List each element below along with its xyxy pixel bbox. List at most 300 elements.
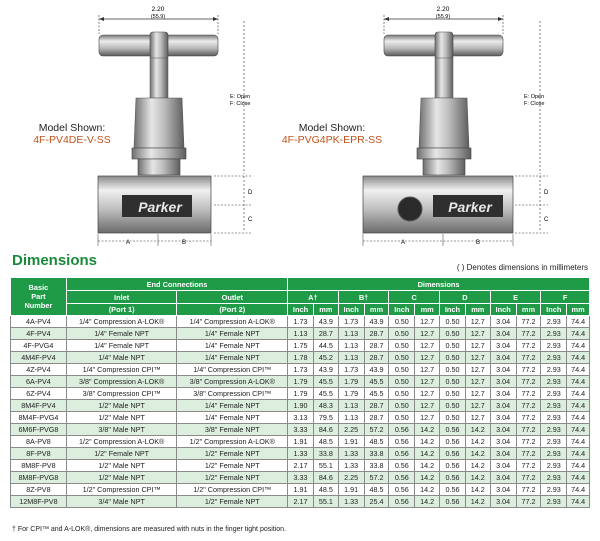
- table-row: [11, 340, 590, 352]
- cell-e-mm: 77.2: [516, 460, 541, 472]
- cell-inlet: 1/4" Female NPT: [66, 340, 177, 352]
- cell-c-mm: 14.2: [415, 448, 440, 460]
- header-c: C: [389, 291, 440, 304]
- table-row: [11, 436, 590, 448]
- cell-f-inch: 2.93: [541, 412, 567, 424]
- cell-c-inch: 0.56: [389, 472, 415, 484]
- cell-c-mm: 12.7: [415, 340, 440, 352]
- cell-outlet: 3/8" Female NPT: [177, 424, 288, 436]
- cell-outlet: 1/4" Compression CPI™: [177, 364, 288, 376]
- cell-f-mm: 74.4: [567, 448, 590, 460]
- cell-a-mm: 79.5: [313, 412, 338, 424]
- dimensions-table-body: [11, 316, 590, 508]
- cell-d-mm: 14.2: [465, 436, 490, 448]
- cell-f-inch: 2.93: [541, 448, 567, 460]
- cell-e-inch: 3.04: [490, 484, 516, 496]
- right-top-dim-inch: 2.20: [436, 6, 450, 13]
- cell-b-inch: 2.25: [338, 472, 364, 484]
- right-close-label: F: Close: [524, 101, 545, 107]
- cell-part-number: 4M4F-PV4: [11, 352, 67, 364]
- cell-a-mm: 55.1: [313, 460, 338, 472]
- cell-d-mm: 14.2: [465, 424, 490, 436]
- cell-b-mm: 33.8: [364, 460, 389, 472]
- cell-d-mm: 14.2: [465, 448, 490, 460]
- left-open-label: E: Open: [230, 94, 251, 100]
- cell-a-inch: 1.13: [288, 328, 314, 340]
- cell-c-inch: 0.50: [389, 352, 415, 364]
- cell-e-inch: 3.04: [490, 424, 516, 436]
- cell-part-number: 6M6F-PVG8: [11, 424, 67, 436]
- cell-e-mm: 77.2: [516, 400, 541, 412]
- right-model-caption: [262, 122, 402, 146]
- table-row: [11, 364, 590, 376]
- cell-b-mm: 28.7: [364, 400, 389, 412]
- header-outlet: Outlet: [177, 291, 288, 304]
- header-a: A†: [288, 291, 339, 304]
- cell-inlet: 3/4" Male NPT: [66, 496, 177, 508]
- table-row: [11, 424, 590, 436]
- cell-a-mm: 48.5: [313, 436, 338, 448]
- svg-text:B: B: [476, 240, 481, 246]
- cell-c-inch: 0.56: [389, 460, 415, 472]
- header-unit-mm: mm: [465, 304, 490, 316]
- cell-e-inch: 3.04: [490, 352, 516, 364]
- cell-d-inch: 0.56: [440, 448, 466, 460]
- cell-f-mm: 74.4: [567, 424, 590, 436]
- cell-outlet: 3/8" Compression A-LOK®: [177, 376, 288, 388]
- cell-c-mm: 12.7: [415, 352, 440, 364]
- cell-a-inch: 3.33: [288, 424, 314, 436]
- cell-e-mm: 77.2: [516, 448, 541, 460]
- cell-outlet: 1/4" Compression A-LOK®: [177, 316, 288, 328]
- table-row: [11, 412, 590, 424]
- cell-a-inch: 1.91: [288, 436, 314, 448]
- cell-c-mm: 12.7: [415, 316, 440, 328]
- footnote: † For CPI™ and A-LOK®, dimensions are measured with nuts in the finger tight position.: [12, 526, 287, 533]
- cell-c-inch: 0.50: [389, 412, 415, 424]
- cell-f-mm: 74.4: [567, 328, 590, 340]
- cell-d-mm: 14.2: [465, 472, 490, 484]
- cell-e-inch: 3.04: [490, 496, 516, 508]
- cell-e-inch: 3.04: [490, 376, 516, 388]
- cell-c-mm: 14.2: [415, 496, 440, 508]
- cell-outlet: 1/4" Female NPT: [177, 412, 288, 424]
- header-outlet-port: (Port 2): [177, 304, 288, 316]
- cell-b-mm: 45.5: [364, 376, 389, 388]
- cell-c-inch: 0.56: [389, 448, 415, 460]
- cell-e-mm: 77.2: [516, 484, 541, 496]
- cell-c-mm: 12.7: [415, 400, 440, 412]
- cell-e-mm: 77.2: [516, 376, 541, 388]
- table-row: [11, 316, 590, 328]
- cell-outlet: 1/2" Female NPT: [177, 460, 288, 472]
- cell-e-mm: 77.2: [516, 328, 541, 340]
- header-unit-mm: mm: [567, 304, 590, 316]
- cell-a-mm: 48.3: [313, 400, 338, 412]
- left-top-dim-mm: (55.9): [150, 14, 166, 20]
- header-end-connections: End Connections: [66, 278, 287, 291]
- cell-part-number: 8M4F-PV4: [11, 400, 67, 412]
- cell-f-inch: 2.93: [541, 328, 567, 340]
- cell-e-mm: 77.2: [516, 340, 541, 352]
- cell-part-number: 4F-PV4: [11, 328, 67, 340]
- cell-f-inch: 2.93: [541, 316, 567, 328]
- cell-f-mm: 74.4: [567, 484, 590, 496]
- cell-b-inch: 1.33: [338, 448, 364, 460]
- cell-f-inch: 2.93: [541, 340, 567, 352]
- cell-b-mm: 48.5: [364, 436, 389, 448]
- table-row: [11, 496, 590, 508]
- cell-b-mm: 57.2: [364, 472, 389, 484]
- cell-f-mm: 74.4: [567, 340, 590, 352]
- cell-c-mm: 14.2: [415, 484, 440, 496]
- cell-part-number: 6A-PV4: [11, 376, 67, 388]
- cell-a-inch: 1.75: [288, 340, 314, 352]
- header-unit-mm: mm: [313, 304, 338, 316]
- cell-a-mm: 84.6: [313, 424, 338, 436]
- cell-e-mm: 77.2: [516, 316, 541, 328]
- header-d: D: [440, 291, 491, 304]
- cell-f-mm: 74.4: [567, 352, 590, 364]
- cell-f-inch: 2.93: [541, 388, 567, 400]
- cell-f-inch: 2.93: [541, 496, 567, 508]
- cell-b-inch: 1.91: [338, 484, 364, 496]
- cell-part-number: 8M4F-PVG4: [11, 412, 67, 424]
- cell-a-mm: 55.1: [313, 496, 338, 508]
- cell-d-mm: 14.2: [465, 460, 490, 472]
- cell-d-mm: 12.7: [465, 400, 490, 412]
- cell-e-inch: 3.04: [490, 316, 516, 328]
- cell-f-mm: 74.4: [567, 316, 590, 328]
- cell-inlet: 1/4" Compression A-LOK®: [66, 316, 177, 328]
- cell-outlet: 1/4" Female NPT: [177, 352, 288, 364]
- cell-c-inch: 0.50: [389, 388, 415, 400]
- cell-f-mm: 74.4: [567, 376, 590, 388]
- header-unit-inch: Inch: [541, 304, 567, 316]
- cell-d-inch: 0.50: [440, 364, 466, 376]
- cell-a-mm: 28.7: [313, 328, 338, 340]
- cell-b-inch: 1.33: [338, 496, 364, 508]
- header-inlet-port: (Port 1): [66, 304, 177, 316]
- cell-e-mm: 77.2: [516, 436, 541, 448]
- mm-note: ( ) Denotes dimensions in millimeters: [456, 263, 588, 272]
- left-model-value: 4F-PV4DE-V-SS: [33, 134, 111, 146]
- cell-b-inch: 2.25: [338, 424, 364, 436]
- cell-a-mm: 33.8: [313, 448, 338, 460]
- cell-b-inch: 1.13: [338, 400, 364, 412]
- cell-b-mm: 43.9: [364, 364, 389, 376]
- cell-b-mm: 28.7: [364, 412, 389, 424]
- cell-part-number: 4A-PV4: [11, 316, 67, 328]
- cell-d-mm: 14.2: [465, 484, 490, 496]
- table-row: [11, 376, 590, 388]
- cell-e-mm: 77.2: [516, 352, 541, 364]
- cell-f-mm: 74.4: [567, 364, 590, 376]
- cell-outlet: 1/4" Female NPT: [177, 400, 288, 412]
- cell-b-inch: 1.73: [338, 364, 364, 376]
- cell-d-inch: 0.56: [440, 424, 466, 436]
- header-unit-inch: Inch: [490, 304, 516, 316]
- cell-c-mm: 14.2: [415, 460, 440, 472]
- table-row: [11, 460, 590, 472]
- cell-a-mm: 48.5: [313, 484, 338, 496]
- cell-e-mm: 77.2: [516, 424, 541, 436]
- left-model-label: Model Shown:: [38, 122, 106, 134]
- cell-c-inch: 0.50: [389, 316, 415, 328]
- cell-inlet: 1/4" Male NPT: [66, 352, 177, 364]
- cell-f-inch: 2.93: [541, 376, 567, 388]
- cell-c-mm: 14.2: [415, 436, 440, 448]
- svg-text:D: D: [544, 190, 549, 196]
- cell-d-inch: 0.50: [440, 400, 466, 412]
- cell-inlet: 1/2" Female NPT: [66, 448, 177, 460]
- table-row: [11, 352, 590, 364]
- cell-a-inch: 1.79: [288, 388, 314, 400]
- cell-c-inch: 0.50: [389, 340, 415, 352]
- header-b: B†: [338, 291, 389, 304]
- header-f: F: [541, 291, 590, 304]
- cell-part-number: 8Z-PV8: [11, 484, 67, 496]
- header-unit-inch: Inch: [440, 304, 466, 316]
- cell-d-mm: 14.2: [465, 496, 490, 508]
- cell-part-number: 8F-PV8: [11, 448, 67, 460]
- cell-f-inch: 2.93: [541, 460, 567, 472]
- cell-a-inch: 1.78: [288, 352, 314, 364]
- svg-text:B: B: [182, 240, 187, 246]
- cell-e-mm: 77.2: [516, 472, 541, 484]
- right-top-dim-mm: (55.9): [435, 14, 451, 20]
- cell-d-inch: 0.56: [440, 496, 466, 508]
- svg-text:C: C: [544, 217, 549, 223]
- cell-part-number: 4Z-PV4: [11, 364, 67, 376]
- right-bonnet: [419, 98, 469, 148]
- cell-a-inch: 1.33: [288, 448, 314, 460]
- cell-d-mm: 12.7: [465, 352, 490, 364]
- cell-outlet: 1/2" Female NPT: [177, 496, 288, 508]
- cell-f-inch: 2.93: [541, 352, 567, 364]
- svg-text:Parker: Parker: [138, 199, 182, 215]
- cell-c-mm: 12.7: [415, 376, 440, 388]
- cell-b-inch: 1.33: [338, 460, 364, 472]
- left-top-dim-inch: 2.20: [151, 6, 165, 13]
- cell-c-mm: 12.7: [415, 388, 440, 400]
- table-row: [11, 472, 590, 484]
- cell-d-inch: 0.50: [440, 412, 466, 424]
- cell-b-mm: 43.9: [364, 316, 389, 328]
- cell-outlet: 1/2" Compression CPI™: [177, 484, 288, 496]
- cell-b-mm: 28.7: [364, 352, 389, 364]
- cell-d-inch: 0.56: [440, 484, 466, 496]
- cell-a-mm: 43.9: [313, 316, 338, 328]
- right-model-value: 4F-PVG4PK-EPR-SS: [281, 134, 383, 146]
- cell-f-mm: 74.4: [567, 388, 590, 400]
- cell-b-mm: 28.7: [364, 340, 389, 352]
- cell-a-mm: 45.5: [313, 376, 338, 388]
- dimensions-table: [10, 277, 590, 508]
- cell-c-mm: 12.7: [415, 412, 440, 424]
- cell-d-inch: 0.56: [440, 436, 466, 448]
- cell-a-mm: 44.5: [313, 340, 338, 352]
- left-model-caption: [12, 122, 132, 146]
- cell-c-mm: 12.7: [415, 328, 440, 340]
- cell-a-inch: 2.17: [288, 460, 314, 472]
- cell-inlet: 1/2" Male NPT: [66, 400, 177, 412]
- right-port-hole: [398, 197, 422, 221]
- cell-e-mm: 77.2: [516, 412, 541, 424]
- cell-b-inch: 1.91: [338, 436, 364, 448]
- cell-d-mm: 12.7: [465, 412, 490, 424]
- cell-c-inch: 0.56: [389, 484, 415, 496]
- svg-text:A: A: [126, 240, 131, 246]
- cell-inlet: 3/8" Compression CPI™: [66, 388, 177, 400]
- header-unit-inch: Inch: [338, 304, 364, 316]
- cell-outlet: 1/4" Female NPT: [177, 328, 288, 340]
- cell-d-inch: 0.50: [440, 328, 466, 340]
- cell-b-inch: 1.13: [338, 412, 364, 424]
- cell-a-mm: 84.6: [313, 472, 338, 484]
- cell-e-inch: 3.04: [490, 340, 516, 352]
- cell-b-mm: 25.4: [364, 496, 389, 508]
- left-bonnet: [134, 98, 184, 148]
- cell-f-inch: 2.93: [541, 484, 567, 496]
- cell-e-inch: 3.04: [490, 388, 516, 400]
- svg-text:D: D: [248, 190, 253, 196]
- cell-c-mm: 14.2: [415, 472, 440, 484]
- cell-f-inch: 2.93: [541, 472, 567, 484]
- cell-b-inch: 1.79: [338, 388, 364, 400]
- cell-f-inch: 2.93: [541, 436, 567, 448]
- cell-e-mm: 77.2: [516, 364, 541, 376]
- right-stem: [435, 58, 453, 98]
- cell-inlet: 1/2" Compression A-LOK®: [66, 436, 177, 448]
- section-title: Dimensions: [12, 252, 98, 269]
- cell-b-inch: 1.13: [338, 340, 364, 352]
- cell-c-inch: 0.50: [389, 376, 415, 388]
- cell-a-inch: 1.79: [288, 376, 314, 388]
- cell-c-mm: 14.2: [415, 424, 440, 436]
- cell-f-inch: 2.93: [541, 424, 567, 436]
- cell-b-mm: 45.5: [364, 388, 389, 400]
- cell-e-inch: 3.04: [490, 400, 516, 412]
- table-row: [11, 328, 590, 340]
- cell-c-inch: 0.50: [389, 328, 415, 340]
- cell-a-inch: 1.91: [288, 484, 314, 496]
- cell-part-number: 6Z-PV4: [11, 388, 67, 400]
- cell-f-inch: 2.93: [541, 364, 567, 376]
- cell-e-inch: 3.04: [490, 448, 516, 460]
- cell-a-inch: 3.13: [288, 412, 314, 424]
- svg-text:A: A: [401, 240, 406, 246]
- table-row: [11, 388, 590, 400]
- cell-f-mm: 74.4: [567, 496, 590, 508]
- cell-d-inch: 0.56: [440, 472, 466, 484]
- cell-outlet: 1/2" Female NPT: [177, 448, 288, 460]
- left-stem: [150, 58, 168, 98]
- cell-part-number: 8M8F-PVG8: [11, 472, 67, 484]
- cell-d-inch: 0.50: [440, 388, 466, 400]
- cell-f-mm: 74.4: [567, 472, 590, 484]
- cell-d-mm: 12.7: [465, 376, 490, 388]
- header-unit-inch: Inch: [288, 304, 314, 316]
- header-inlet: Inlet: [66, 291, 177, 304]
- cell-f-mm: 74.4: [567, 400, 590, 412]
- cell-f-mm: 74.4: [567, 412, 590, 424]
- header-basic-part-number: Basic Part Number: [11, 278, 67, 316]
- cell-e-inch: 3.04: [490, 328, 516, 340]
- cell-inlet: 3/8" Male NPT: [66, 424, 177, 436]
- cell-e-inch: 3.04: [490, 460, 516, 472]
- cell-c-mm: 12.7: [415, 364, 440, 376]
- cell-a-inch: 1.90: [288, 400, 314, 412]
- cell-d-inch: 0.50: [440, 340, 466, 352]
- cell-f-mm: 74.4: [567, 460, 590, 472]
- cell-part-number: 8M8F-PV8: [11, 460, 67, 472]
- table-row: [11, 484, 590, 496]
- cell-inlet: 1/2" Male NPT: [66, 412, 177, 424]
- cell-outlet: 1/2" Compression A-LOK®: [177, 436, 288, 448]
- cell-b-inch: 1.13: [338, 352, 364, 364]
- cell-inlet: 3/8" Compression A-LOK®: [66, 376, 177, 388]
- header-unit-mm: mm: [364, 304, 389, 316]
- cell-e-mm: 77.2: [516, 388, 541, 400]
- left-close-label: F: Close: [230, 101, 251, 107]
- cell-d-inch: 0.50: [440, 352, 466, 364]
- cell-c-inch: 0.56: [389, 496, 415, 508]
- cell-f-inch: 2.93: [541, 400, 567, 412]
- svg-text:Parker: Parker: [448, 199, 492, 215]
- cell-inlet: 1/2" Male NPT: [66, 472, 177, 484]
- cell-part-number: 4F-PVG4: [11, 340, 67, 352]
- cell-e-mm: 77.2: [516, 496, 541, 508]
- cell-b-mm: 33.8: [364, 448, 389, 460]
- svg-text:C: C: [248, 217, 253, 223]
- cell-b-inch: 1.73: [338, 316, 364, 328]
- right-open-label: E: Open: [524, 94, 545, 100]
- cell-a-mm: 45.5: [313, 388, 338, 400]
- header-e: E: [490, 291, 541, 304]
- cell-a-mm: 43.9: [313, 364, 338, 376]
- cell-e-inch: 3.04: [490, 436, 516, 448]
- right-nut: [423, 159, 465, 175]
- cell-f-mm: 74.4: [567, 436, 590, 448]
- cell-a-inch: 3.33: [288, 472, 314, 484]
- header-unit-mm: mm: [516, 304, 541, 316]
- cell-a-mm: 45.2: [313, 352, 338, 364]
- cell-part-number: 8A-PV8: [11, 436, 67, 448]
- cell-outlet: 3/8" Compression CPI™: [177, 388, 288, 400]
- cell-part-number: 12M8F-PV8: [11, 496, 67, 508]
- cell-c-inch: 0.56: [389, 436, 415, 448]
- cell-inlet: 1/2" Male NPT: [66, 460, 177, 472]
- cell-d-mm: 12.7: [465, 340, 490, 352]
- cell-d-inch: 0.50: [440, 376, 466, 388]
- cell-b-mm: 28.7: [364, 328, 389, 340]
- cell-outlet: 1/4" Female NPT: [177, 340, 288, 352]
- cell-d-inch: 0.50: [440, 316, 466, 328]
- cell-outlet: 1/2" Female NPT: [177, 472, 288, 484]
- header-unit-mm: mm: [415, 304, 440, 316]
- cell-a-inch: 1.73: [288, 316, 314, 328]
- cell-inlet: 1/2" Compression CPI™: [66, 484, 177, 496]
- cell-e-inch: 3.04: [490, 364, 516, 376]
- cell-d-mm: 12.7: [465, 328, 490, 340]
- cell-d-mm: 12.7: [465, 388, 490, 400]
- table-row: [11, 448, 590, 460]
- cell-b-inch: 1.79: [338, 376, 364, 388]
- cell-b-inch: 1.13: [338, 328, 364, 340]
- table-row: [11, 400, 590, 412]
- cell-a-inch: 1.73: [288, 364, 314, 376]
